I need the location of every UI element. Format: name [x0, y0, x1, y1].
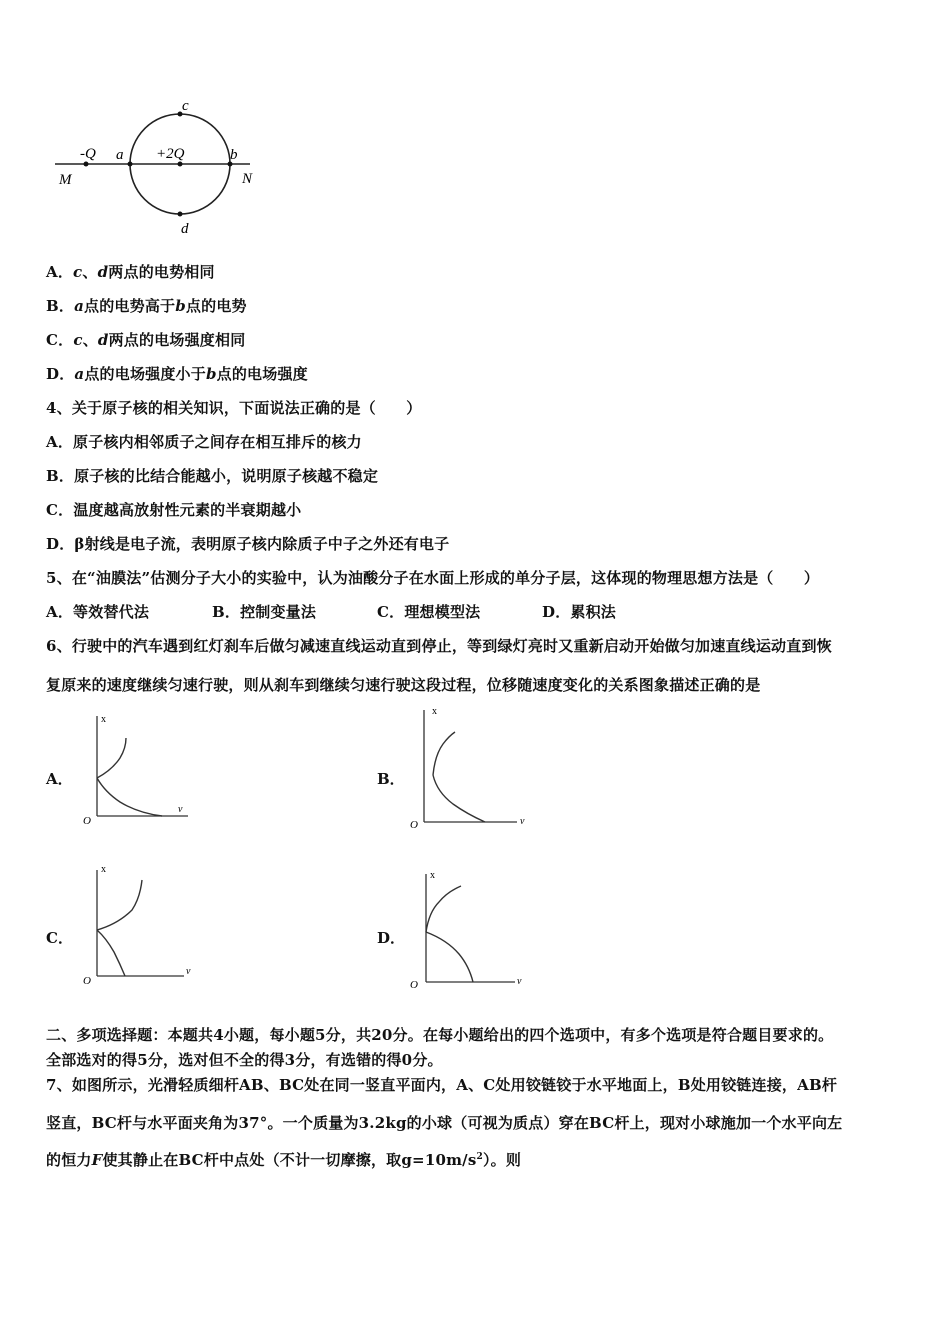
- label-m: M: [59, 172, 72, 188]
- q3-option-b: B．a点的电势高于b点的电势: [46, 297, 247, 315]
- q4-option-c: C．温度越高放射性元素的半衰期越小: [46, 501, 302, 519]
- section2-line2: 全部选对的得5分，选对但不全的得3分，有选错的得0分。: [46, 1051, 443, 1069]
- graph-d-x-label: x: [430, 870, 435, 881]
- point-a: [128, 162, 133, 167]
- label-neg-q: -Q: [80, 146, 96, 162]
- graph-d: [405, 866, 535, 991]
- graph-c-curve-upper: [97, 880, 142, 930]
- graph-b-curve-upper: [433, 732, 455, 775]
- q3-option-a: A．c、d两点的电势相同: [46, 263, 215, 281]
- graph-a-origin-label: O: [83, 815, 91, 827]
- graph-a-curve-lower: [97, 778, 162, 816]
- q5-stem: 5、在“油膜法”估测分子大小的实验中，认为油酸分子在水面上形成的单分子层，这体现的物理思想方法是（ ）: [46, 569, 820, 587]
- graph-a-curve-upper: [97, 738, 126, 778]
- point-pos-q: [178, 162, 183, 167]
- q4-option-d: D．β射线是电子流，表明原子核内除质子中子之外还有电子: [46, 535, 450, 553]
- section2-line1: 二、多项选择题：本题共4小题，每小题5分，共20分。在每小题给出的四个选项中，有多个选项是符合题目要求的。: [46, 1026, 834, 1044]
- q6-stem-line2: 复原来的速度继续匀速行驶，则从刹车到继续匀速行驶这段过程，位移随速度变化的关系图象描述正确的是: [46, 676, 761, 694]
- graph-b-label: B．: [377, 770, 405, 788]
- graph-c-origin-label: O: [83, 975, 91, 987]
- graph-c: [80, 862, 200, 987]
- graph-c-v-label: v: [186, 966, 191, 977]
- q4-option-b: B．原子核的比结合能越小，说明原子核越不稳定: [46, 467, 379, 485]
- graph-d-origin-label: O: [410, 979, 418, 991]
- charge-circle-figure: [50, 95, 280, 240]
- q6-stem-line1: 6、行驶中的汽车遇到红灯刹车后做匀减速直线运动直到停止，等到绿灯亮时又重新启动开始做匀加速直线运动直到恢: [46, 637, 832, 655]
- graph-b-curve-lower: [433, 775, 485, 822]
- graph-d-curve-upper: [426, 886, 461, 932]
- label-d: d: [181, 221, 189, 237]
- graph-c-label: C．: [46, 929, 73, 947]
- point-neg-q: [84, 162, 89, 167]
- q5-option-c: C．理想模型法: [377, 603, 481, 621]
- label-pos-q: +2Q: [156, 146, 185, 162]
- graph-c-curve-lower: [97, 930, 125, 976]
- label-b: b: [230, 147, 238, 163]
- graph-d-label: D．: [377, 929, 406, 947]
- label-c: c: [182, 98, 189, 114]
- graph-b-v-label: v: [520, 816, 525, 827]
- graph-b: [405, 700, 535, 832]
- graph-d-curve-lower: [426, 932, 473, 982]
- label-n: N: [242, 171, 253, 187]
- q7-line3: 的恒力F使其静止在BC杆中点处（不计一切摩擦，取$g=10m/s^2$）。则: [46, 1151, 522, 1169]
- graph-d-v-label: v: [517, 976, 522, 987]
- q7-line1: 7、如图所示，光滑轻质细杆AB、BC处在同一竖直平面内，A、C处用铰链铰于水平地面上，B处用铰链连接，AB杆: [46, 1076, 838, 1094]
- graph-c-x-label: x: [101, 864, 106, 875]
- graph-a-v-label: v: [178, 804, 183, 815]
- graph-a-x-label: x: [101, 714, 106, 725]
- graph-a-label: A．: [46, 770, 73, 788]
- q5-option-a: A．等效替代法: [46, 603, 150, 621]
- q4-option-a: A．原子核内相邻质子之间存在相互排斥的核力: [46, 433, 362, 451]
- q4-stem: 4、关于原子核的相关知识，下面说法正确的是（ ）: [46, 399, 422, 417]
- graph-a: [80, 708, 200, 828]
- q5-option-b: B．控制变量法: [212, 603, 317, 621]
- q3-option-c: C．c、d两点的电场强度相同: [46, 331, 246, 349]
- q7-line2: 竖直，BC杆与水平面夹角为37°。一个质量为3.2kg的小球（可视为质点）穿在BC杆上，现对小球施加一个水平向左: [46, 1114, 843, 1132]
- graph-b-origin-label: O: [410, 819, 418, 831]
- q3-option-d: D．a点的电场强度小于b点的电场强度: [46, 365, 308, 383]
- graph-b-x-label: x: [432, 706, 437, 717]
- q5-option-d: D．累积法: [542, 603, 617, 621]
- label-a: a: [116, 147, 124, 163]
- point-d: [178, 212, 183, 217]
